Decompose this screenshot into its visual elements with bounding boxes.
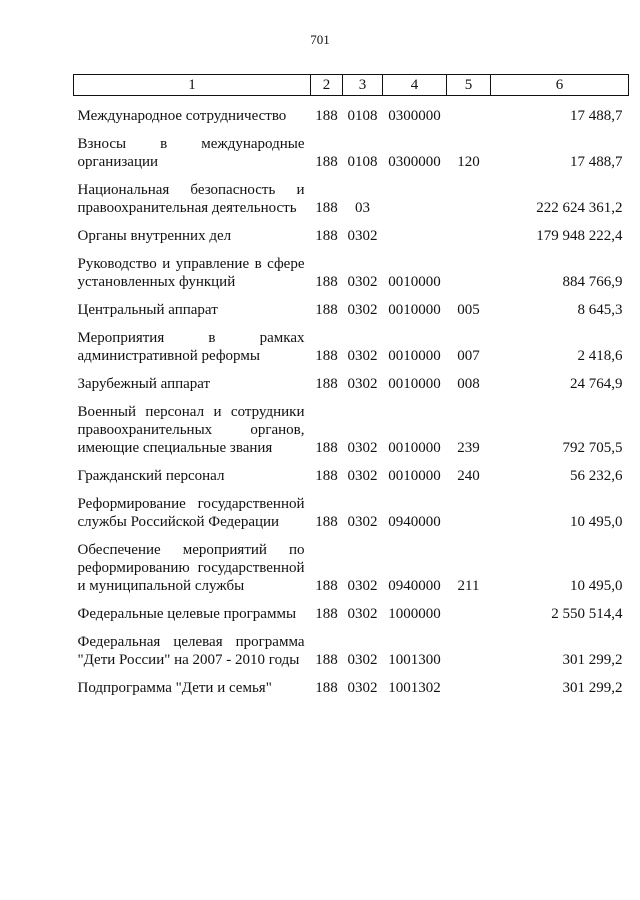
header-col-1: 1 (74, 75, 311, 96)
row-amount: 8 645,3 (577, 302, 623, 318)
row-code-2: 188 (315, 154, 338, 170)
row-amount: 301 299,2 (562, 680, 623, 696)
row-amount: 24 764,9 (570, 376, 623, 392)
row-code-3: 03 (355, 200, 370, 216)
row-code-5 (447, 96, 491, 136)
row-code-2: 188 (315, 578, 338, 594)
table-row (74, 375, 629, 403)
row-code-2: 188 (315, 348, 338, 364)
row-name: Международное сотрудничество (77, 108, 287, 124)
row-code-5: 005 (457, 302, 480, 318)
row-code-3: 0302 (347, 578, 378, 594)
row-amount: 884 766,9 (562, 274, 623, 290)
row-code-2: 188 (315, 302, 338, 318)
row-code-4: 1000000 (388, 606, 441, 622)
row-code-3: 0108 (347, 108, 378, 124)
row-name: Федеральные целевые программы (77, 606, 297, 622)
row-code-5 (447, 227, 491, 255)
header-col-5: 5 (447, 75, 491, 96)
row-code-5 (447, 255, 491, 301)
row-amount: 2 418,6 (577, 348, 623, 364)
row-code-3: 0302 (347, 514, 378, 530)
budget-table (73, 74, 629, 707)
row-code-2: 188 (315, 228, 338, 244)
row-code-2: 188 (315, 440, 338, 456)
row-code-4: 1001300 (388, 652, 441, 668)
row-name: Обеспечение мероприятий по реформированию государственной и муниципальной службы (77, 542, 305, 594)
row-code-4: 0010000 (388, 348, 441, 364)
table-row (74, 495, 629, 541)
row-amount: 222 624 361,2 (536, 200, 623, 216)
row-code-3: 0302 (347, 274, 378, 290)
row-code-3: 0302 (347, 440, 378, 456)
row-code-2: 188 (315, 274, 338, 290)
row-amount: 301 299,2 (562, 652, 623, 668)
row-code-5: 239 (457, 440, 480, 456)
row-code-4: 0300000 (388, 154, 441, 170)
header-col-2: 2 (311, 75, 343, 96)
row-amount: 17 488,7 (570, 108, 623, 124)
row-name: Руководство и управление в сфере установленных функций (77, 256, 305, 290)
row-code-5: 007 (457, 348, 480, 364)
table-row (74, 135, 629, 181)
table-row (74, 679, 629, 707)
table-row (74, 96, 629, 136)
row-code-4 (383, 227, 447, 255)
row-code-2: 188 (315, 606, 338, 622)
row-amount: 792 705,5 (562, 440, 623, 456)
row-code-4: 0300000 (388, 108, 441, 124)
row-code-5: 240 (457, 468, 480, 484)
header-col-6: 6 (491, 75, 629, 96)
row-name: Федеральная целевая программа "Дети России" на 2007 - 2010 годы (77, 634, 305, 668)
row-amount: 2 550 514,4 (551, 606, 623, 622)
row-code-3: 0108 (347, 154, 378, 170)
row-code-2: 188 (315, 200, 338, 216)
row-code-5 (447, 495, 491, 541)
table-row (74, 541, 629, 605)
row-code-3: 0302 (347, 348, 378, 364)
row-code-3: 0302 (347, 468, 378, 484)
row-code-2: 188 (315, 680, 338, 696)
row-name: Гражданский персонал (77, 468, 225, 484)
row-code-3: 0302 (347, 302, 378, 318)
row-code-5: 120 (457, 154, 480, 170)
row-name: Национальная безопасность и правоохранительная деятельность (77, 182, 305, 216)
row-code-4: 0010000 (388, 376, 441, 392)
row-code-4: 1001302 (388, 680, 441, 696)
table-row (74, 255, 629, 301)
row-name: Военный персонал и сотрудники правоохранительных органов, имеющие специальные звания (77, 404, 305, 456)
table-row (74, 181, 629, 227)
header-col-4: 4 (383, 75, 447, 96)
row-code-4: 0940000 (388, 578, 441, 594)
header-col-3: 3 (343, 75, 383, 96)
row-name: Мероприятия в рамках административной реформы (77, 330, 305, 364)
table-row (74, 403, 629, 467)
row-code-3: 0302 (347, 228, 378, 244)
table-row (74, 633, 629, 679)
row-code-5: 008 (457, 376, 480, 392)
row-code-5 (447, 679, 491, 707)
row-code-2: 188 (315, 514, 338, 530)
row-amount: 10 495,0 (570, 578, 623, 594)
table-row (74, 227, 629, 255)
row-name: Центральный аппарат (77, 302, 218, 318)
table-row (74, 329, 629, 375)
table-body (74, 96, 629, 708)
row-amount: 10 495,0 (570, 514, 623, 530)
row-code-4: 0010000 (388, 302, 441, 318)
row-code-2: 188 (315, 468, 338, 484)
row-code-2: 188 (315, 652, 338, 668)
row-name: Подпрограмма "Дети и семья" (77, 680, 272, 696)
row-code-5 (447, 181, 491, 227)
row-code-2: 188 (315, 108, 338, 124)
table-row (74, 605, 629, 633)
row-code-4: 0940000 (388, 514, 441, 530)
row-code-4: 0010000 (388, 274, 441, 290)
row-name: Органы внутренних дел (77, 228, 232, 244)
row-code-5: 211 (457, 578, 480, 594)
row-code-2: 188 (315, 376, 338, 392)
row-code-4: 0010000 (388, 468, 441, 484)
table-row (74, 467, 629, 495)
row-name: Взносы в международные организации (77, 136, 305, 170)
row-amount: 179 948 222,4 (536, 228, 623, 244)
row-name: Зарубежный аппарат (77, 376, 211, 392)
row-code-3: 0302 (347, 376, 378, 392)
row-amount: 56 232,6 (570, 468, 623, 484)
row-code-3: 0302 (347, 680, 378, 696)
table-row (74, 301, 629, 329)
row-name: Реформирование государственной службы Российской Федерации (77, 496, 305, 530)
row-code-4: 0010000 (388, 440, 441, 456)
page-number: 701 (310, 32, 330, 47)
table-header (74, 75, 629, 96)
row-code-4 (383, 181, 447, 227)
row-code-5 (447, 605, 491, 633)
row-code-3: 0302 (347, 606, 378, 622)
row-code-5 (447, 633, 491, 679)
row-amount: 17 488,7 (570, 154, 623, 170)
header-row (74, 75, 629, 96)
row-code-3: 0302 (347, 652, 378, 668)
